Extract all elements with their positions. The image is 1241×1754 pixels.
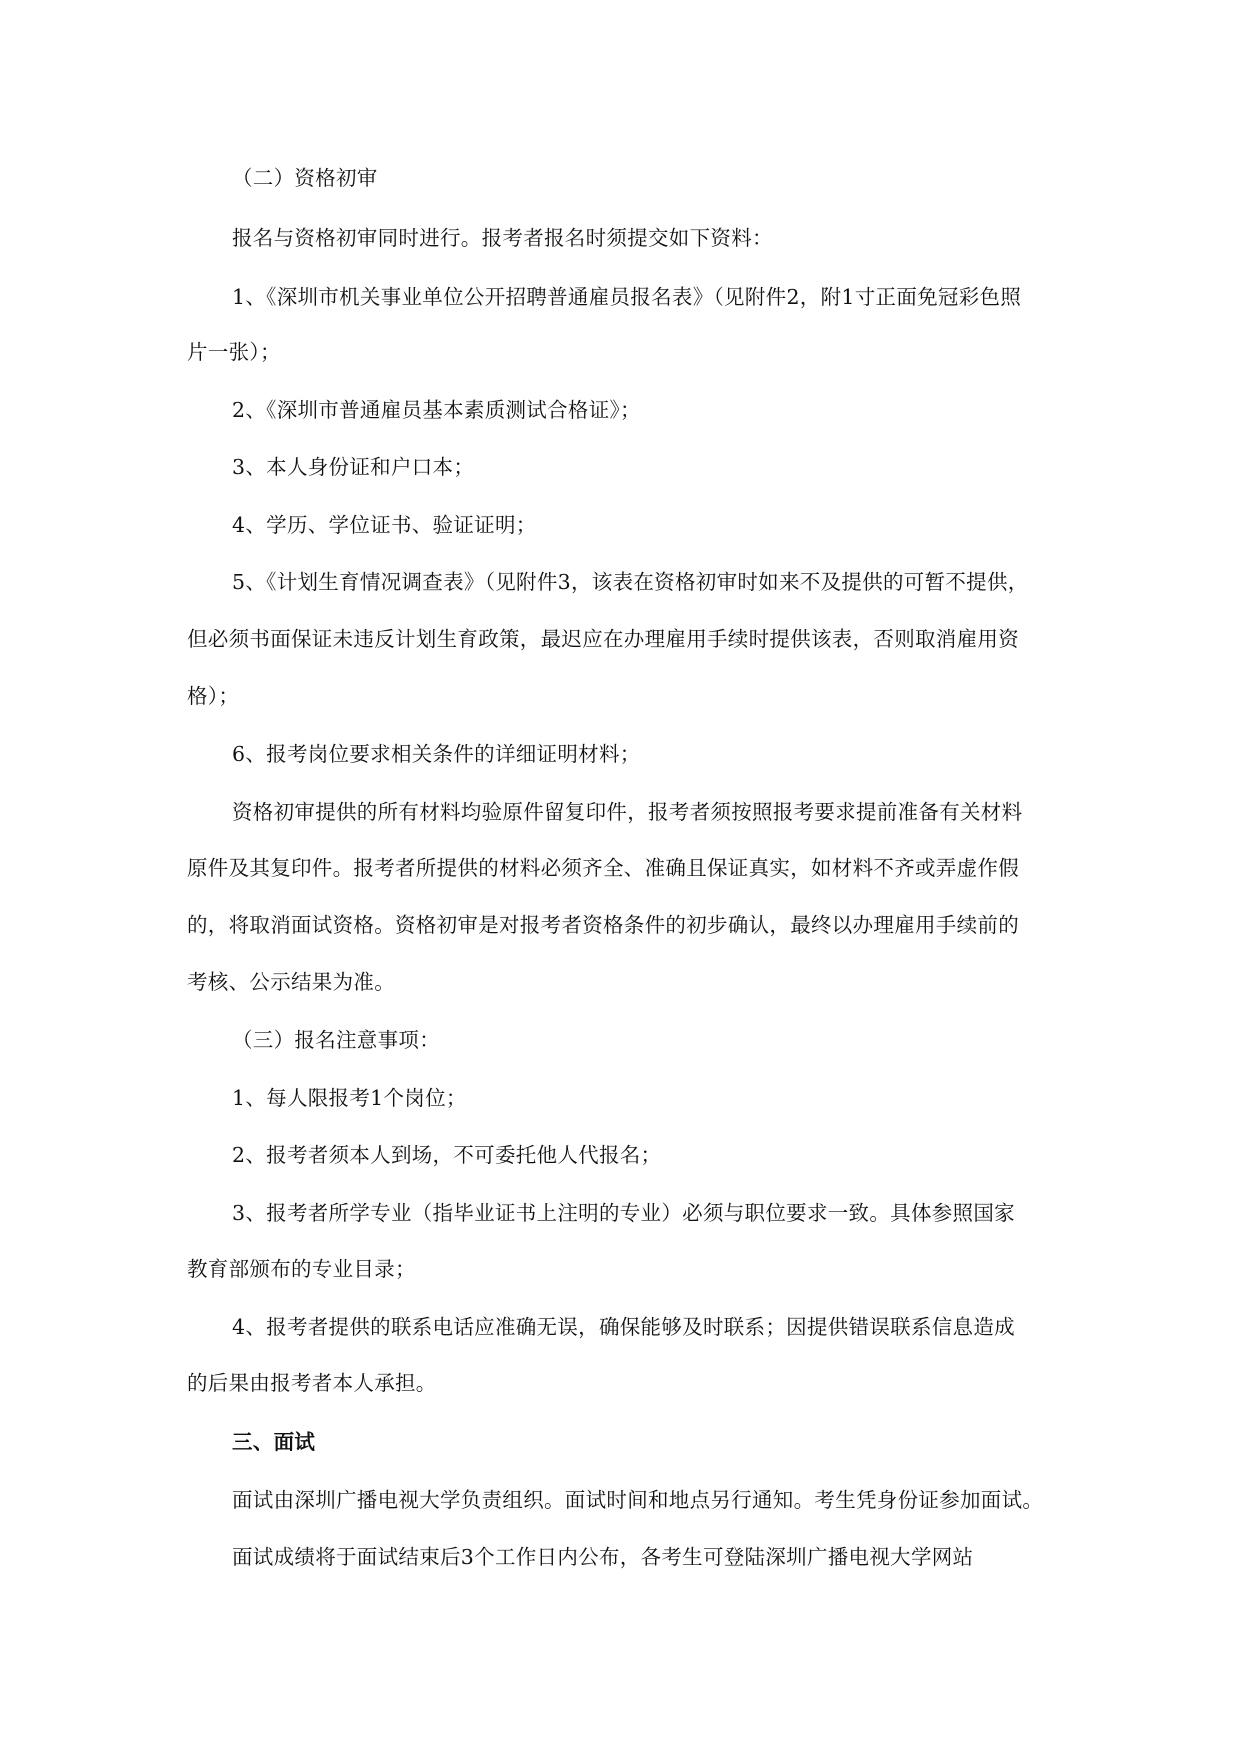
- list-item-1-line-1: 1、《深圳市机关事业单位公开招聘普通雇员报名表》（见附件2，附1寸正面免冠彩色照: [232, 285, 1022, 309]
- list-item-1-line-2: 片一张）；: [187, 340, 281, 364]
- note-item-2: 2、报考者须本人到场，不可委托他人代报名；: [232, 1143, 662, 1167]
- paragraph-line: 考核、公示结果为准。: [187, 970, 395, 994]
- list-item-5-line-1: 5、《计划生育情况调查表》（见附件3，该表在资格初审时如来不及提供的可暂不提供，: [232, 570, 1029, 594]
- list-item-6: 6、报考岗位要求相关条件的详细证明材料；: [232, 742, 641, 766]
- paragraph-line: 面试成绩将于面试结束后3个工作日内公布，各考生可登陆深圳广播电视大学网站: [232, 1545, 974, 1569]
- paragraph-line: 资格初审提供的所有材料均验原件留复印件，报考者须按照报考要求提前准备有关材料: [232, 800, 1023, 824]
- section-heading-registration-notes: （三）报名注意事项：: [232, 1028, 440, 1052]
- list-item-3: 3、本人身份证和户口本；: [232, 455, 475, 479]
- paragraph-line: 原件及其复印件。报考者所提供的材料必须齐全、准确且保证真实，如材料不齐或弄虚作假: [187, 856, 1019, 880]
- note-item-3-line-2: 教育部颁布的专业目录；: [187, 1257, 416, 1281]
- list-item-5-line-3: 格）；: [187, 684, 240, 708]
- section-heading-qualification-review: （二）资格初审: [232, 166, 378, 190]
- list-item-2: 2、《深圳市普通雇员基本素质测试合格证》；: [232, 398, 641, 422]
- section-heading-interview: 三、面试: [232, 1430, 316, 1454]
- paragraph-line: 的，将取消面试资格。资格初审是对报考者资格条件的初步确认，最终以办理雇用手续前的: [187, 913, 1019, 937]
- note-item-4-line-2: 的后果由报考者本人承担。: [187, 1371, 437, 1395]
- list-item-4: 4、学历、学位证书、验证证明；: [232, 513, 537, 537]
- paragraph-line: 报名与资格初审同时进行。报考者报名时须提交如下资料：: [232, 226, 773, 250]
- list-item-5-line-2: 但必须书面保证未违反计划生育政策，最迟应在办理雇用手续时提供该表，否则取消雇用资: [187, 627, 1019, 651]
- note-item-1: 1、每人限报考1个岗位；: [232, 1086, 467, 1110]
- paragraph-line: 面试由深圳广播电视大学负责组织。面试时间和地点另行通知。考生凭身份证参加面试。: [232, 1488, 1044, 1512]
- note-item-4-line-1: 4、报考者提供的联系电话应准确无误，确保能够及时联系；因提供错误联系信息造成: [232, 1315, 1015, 1339]
- note-item-3-line-1: 3、报考者所学专业（指毕业证书上注明的专业）必须与职位要求一致。具体参照国家: [232, 1201, 1015, 1225]
